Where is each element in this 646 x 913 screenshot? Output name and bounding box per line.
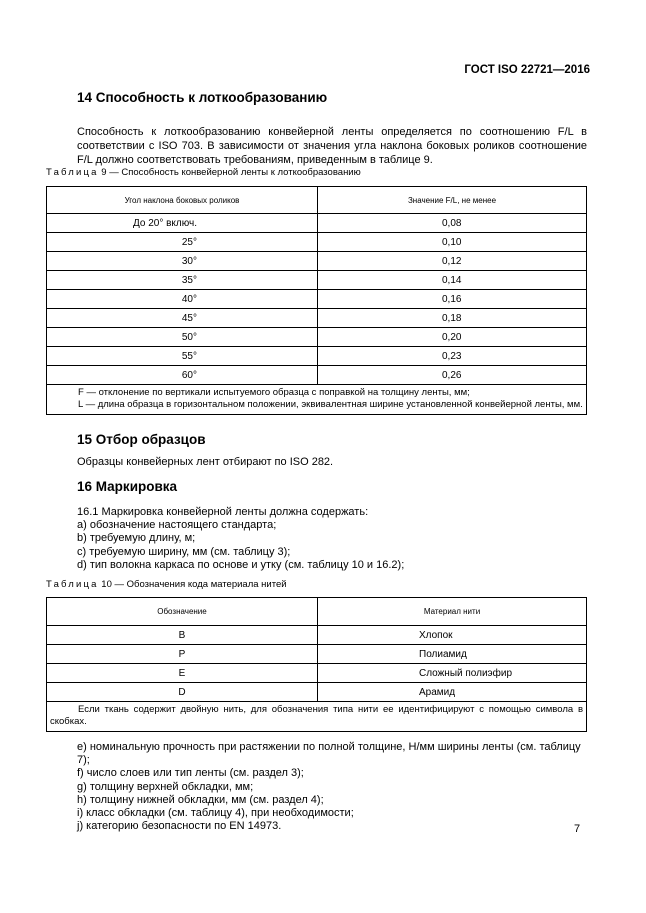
- marking-item: b) требуемую длину, м;: [77, 532, 196, 545]
- table-9-row: [47, 347, 587, 366]
- marking-list-first: [77, 506, 587, 572]
- section-14-title: 14 Способность к лоткообразованию: [77, 90, 328, 105]
- table-10: [46, 597, 587, 732]
- table-10-cell: Хлопок: [318, 626, 587, 645]
- table-9-caption: [46, 167, 361, 178]
- section-16-title: 16 Маркировка: [77, 479, 178, 494]
- table-10-header-code: Обозначение: [47, 598, 318, 626]
- table-9-note-f: F — отклонение по вертикали испытуемого образца с поправкой на толщину ленты, мм;: [78, 387, 470, 398]
- table-9: [46, 186, 587, 415]
- table-10-row: [47, 645, 587, 664]
- table-9-note-l: L — длина образца в горизонтальном положении, эквивалентная ширине установленной конвейерной ленты, мм.: [78, 399, 583, 410]
- table-9-row: [47, 309, 587, 328]
- table-10-cell: D: [47, 683, 318, 702]
- section-14-paragraph: Способность к лоткообразованию конвейерной ленты определяется по соотношению F/L в соответствии с ISO 703. В зависимости от значения угла наклона боковых роликов соотношение F/L должно соответствовать требованиям, приведенным в таблице 9.: [77, 126, 587, 166]
- table-9-cell: 0,10: [318, 233, 587, 252]
- table-10-caption-prefix: Таблица: [46, 579, 99, 590]
- table-10-body: [47, 626, 587, 702]
- standard-designation: ГОСТ ISO 22721—2016: [464, 64, 590, 76]
- table-9-cell: 40°: [47, 290, 318, 309]
- marking-item: j) категорию безопасности по EN 14973.: [77, 820, 282, 833]
- table-10-row: [47, 664, 587, 683]
- table-10-note: Если ткань содержит двойную нить, для обозначения типа нити ее идентифицируют с помощью символа в скобках.: [47, 702, 587, 732]
- table-9-cell: 50°: [47, 328, 318, 347]
- table-9-header-fl: Значение F/L, не менее: [318, 187, 587, 214]
- table-9-cell: 0,08: [318, 214, 587, 233]
- table-10-cell: B: [47, 626, 318, 645]
- table-9-row: [47, 290, 587, 309]
- table-9-caption-text: 9 — Способность конвейерной ленты к лоткообразованию: [101, 167, 361, 178]
- marking-item: i) класс обкладки (см. таблицу 4), при необходимости;: [77, 807, 354, 820]
- table-9-cell: 0,23: [318, 347, 587, 366]
- table-9-row: [47, 252, 587, 271]
- marking-items-a: [77, 519, 587, 572]
- table-9-cell: 0,18: [318, 309, 587, 328]
- marking-intro: 16.1 Маркировка конвейерной ленты должна содержать:: [77, 506, 369, 518]
- table-9-row: [47, 366, 587, 385]
- marking-item: f) число слоев или тип ленты (см. раздел 3);: [77, 767, 304, 780]
- table-9-cell: 0,16: [318, 290, 587, 309]
- table-10-caption-text: 10 — Обозначения кода материала нитей: [101, 579, 287, 590]
- table-10-cell: Полиамид: [318, 645, 587, 664]
- table-9-cell: 55°: [47, 347, 318, 366]
- table-10-row: [47, 626, 587, 645]
- table-9-row: [47, 233, 587, 252]
- table-9-cell: 0,26: [318, 366, 587, 385]
- table-9-row: [47, 271, 587, 290]
- table-10-header-material: Материал нити: [318, 598, 587, 626]
- marking-item: c) требуемую ширину, мм (см. таблицу 3);: [77, 545, 291, 558]
- table-10-cell: Арамид: [318, 683, 587, 702]
- marking-items-b: [77, 741, 587, 833]
- table-10-cell: Сложный полиэфир: [318, 664, 587, 683]
- table-9-cell: 35°: [47, 271, 318, 290]
- table-9-cell: 60°: [47, 366, 318, 385]
- table-9-cell: 30°: [47, 252, 318, 271]
- table-10-cell: P: [47, 645, 318, 664]
- marking-list-second: [77, 741, 587, 833]
- table-9-cell: 0,14: [318, 271, 587, 290]
- table-9-cell: 0,20: [318, 328, 587, 347]
- table-9-cell: 0,12: [318, 252, 587, 271]
- table-9-row: [47, 214, 587, 233]
- table-9-cell: До 20° включ.: [47, 214, 318, 233]
- table-9-header-angle: Угол наклона боковых роликов: [47, 187, 318, 214]
- table-9-note: [47, 385, 587, 415]
- table-9-cell: 45°: [47, 309, 318, 328]
- table-9-caption-prefix: Таблица: [46, 167, 99, 178]
- table-10-cell: E: [47, 664, 318, 683]
- marking-item: e) номинальную прочность при растяжении по полной толщине, Н/мм ширины ленты (см. таблицу 7);: [77, 741, 581, 767]
- marking-item: h) толщину нижней обкладки, мм (см. раздел 4);: [77, 793, 324, 806]
- table-9-cell: 25°: [47, 233, 318, 252]
- marking-item: a) обозначение настоящего стандарта;: [77, 519, 277, 532]
- table-9-row: [47, 328, 587, 347]
- marking-item: d) тип волокна каркаса по основе и утку (см. таблицу 10 и 16.2);: [77, 558, 405, 571]
- page-number: 7: [574, 823, 581, 835]
- marking-item: g) толщину верхней обкладки, мм;: [77, 780, 254, 793]
- section-15-paragraph: Образцы конвейерных лент отбирают по ISO 282.: [77, 456, 334, 468]
- table-9-body: [47, 214, 587, 385]
- table-10-caption: [46, 579, 287, 590]
- section-15-title: 15 Отбор образцов: [77, 432, 206, 447]
- table-10-row: [47, 683, 587, 702]
